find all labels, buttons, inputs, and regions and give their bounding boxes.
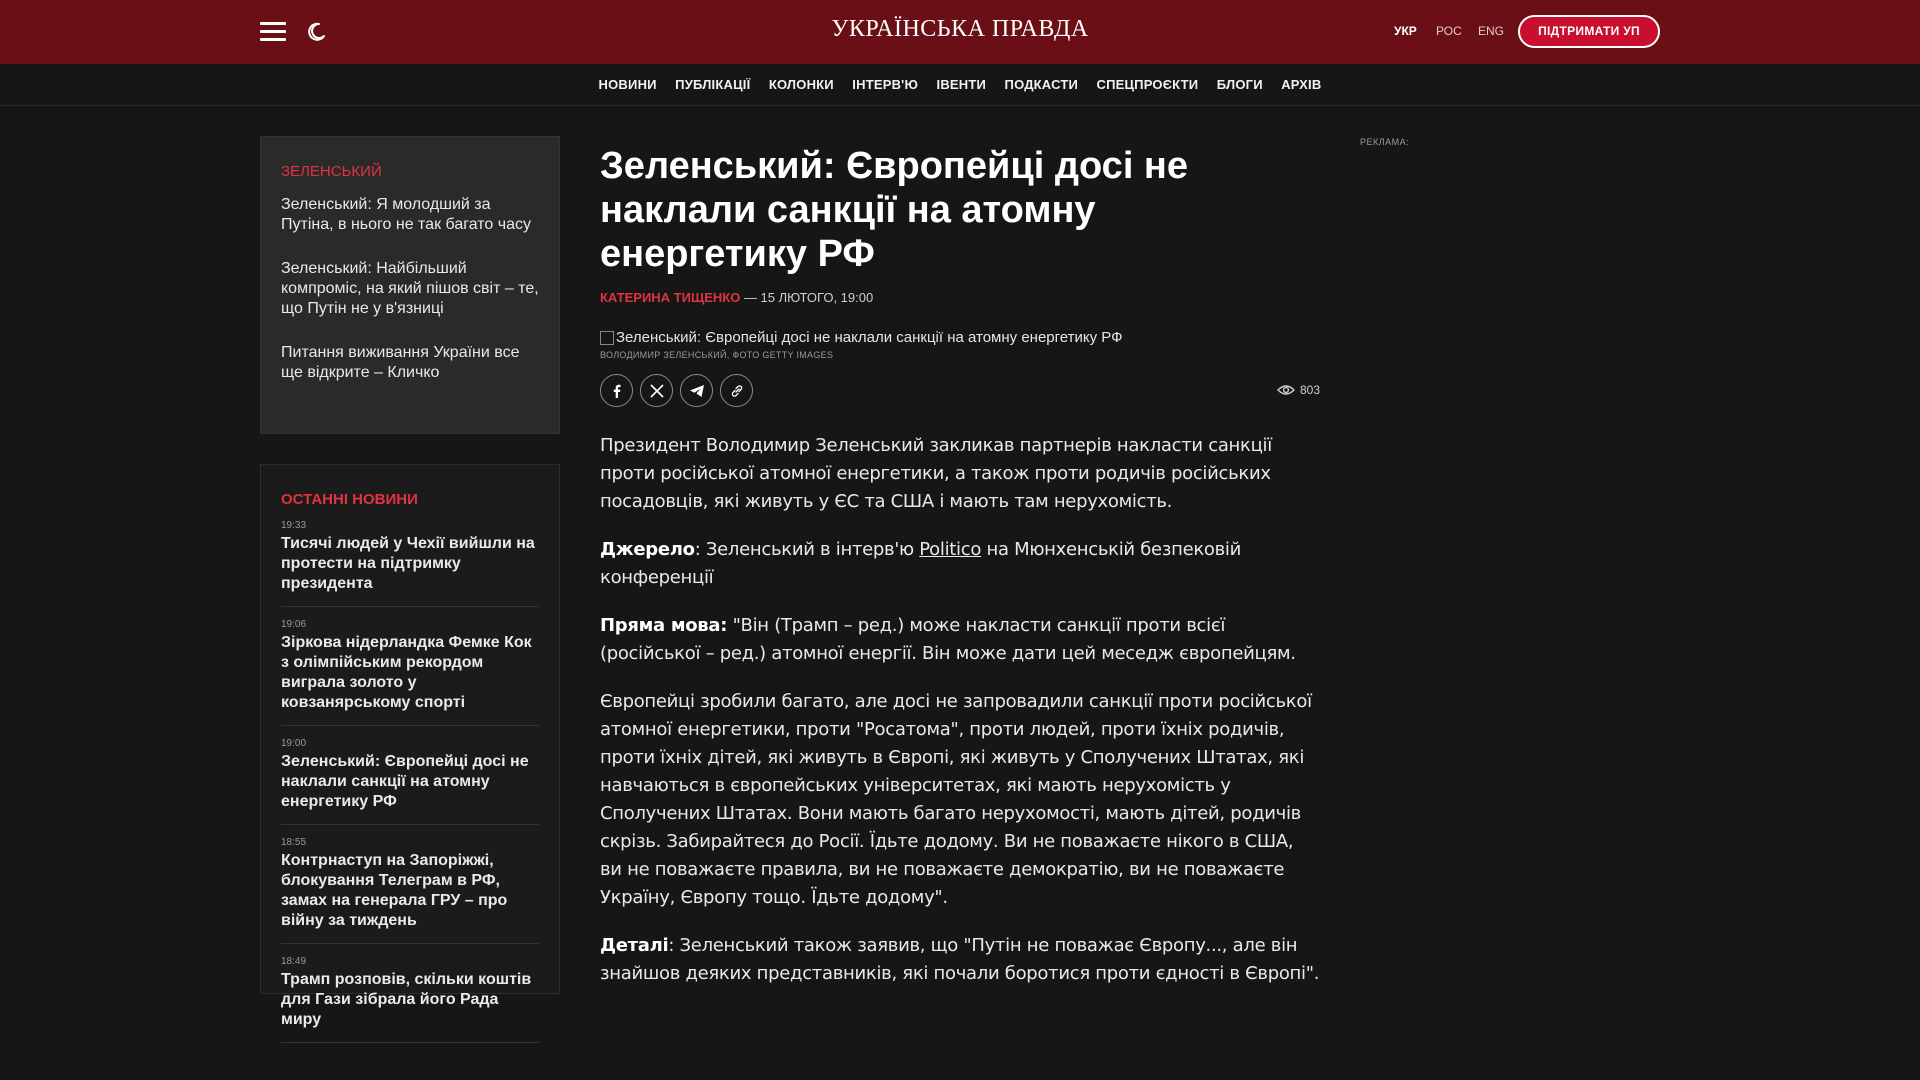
- related-label[interactable]: ЗЕЛЕНСЬКИЙ: [281, 163, 382, 180]
- nav-special-projects[interactable]: СПЕЦПРОЄКТИ: [1096, 77, 1199, 92]
- lang-ukr[interactable]: УКР: [1394, 24, 1417, 38]
- related-item[interactable]: Зеленський: Найбільший компроміс, на який пішов світ – те, що Путін не у в'язниці: [281, 260, 539, 317]
- lang-eng[interactable]: ENG: [1478, 24, 1505, 38]
- author-link[interactable]: КАТЕРИНА ТИЩЕНКО: [600, 290, 741, 305]
- paragraph-source: [600, 536, 1320, 592]
- related-item[interactable]: Зеленський: Я молодший за Путіна, в нього не так багато часу: [281, 196, 531, 233]
- quote-text: "Він (Трамп – ред.) може накласти санкції проти всієї (російської – ред.) атомної енергії. Він може дати цей меседж європейцям.: [600, 615, 1296, 664]
- news-title[interactable]: Зіркова нідерландка Фемке Кок з олімпійським рекордом виграла золото у ковзанярському спорті: [281, 634, 532, 711]
- politico-link[interactable]: Politico: [919, 539, 982, 560]
- ad-label: РЕКЛАМА:: [1360, 137, 1410, 147]
- link-icon: [730, 384, 744, 398]
- paragraph-details: [600, 932, 1320, 988]
- paragraph-lead: Президент Володимир Зеленський закликав партнерів накласти санкції проти російської атомної енергетики, а також проти родичів російських посадовців, які живуть у ЄС та США і мають там нерухомість.: [600, 435, 1272, 512]
- news-title[interactable]: Контрнаступ на Запоріжжі, блокування Телеграм в РФ, замах на генерала ГРУ – про війну за тиждень: [281, 852, 508, 929]
- news-time: 18:55: [281, 837, 307, 848]
- menu-icon[interactable]: [260, 22, 286, 42]
- nav-archive[interactable]: АРХІВ: [1281, 77, 1322, 92]
- paragraph-quote-continued: Європейці зробили багато, але досі не запровадили санкції проти російської атомної енергетики, проти "Росатома", проти людей, проти їхніх родичів, проти їхніх дітей, які живуть в Європі, які живуть у Сполучених Штатах, які навчаються в європейських університетах, які мають нерухомість у Сполучених Штатах. Вони мають багато нерухомості, мають дітей, родичів скрізь. Забирайтеся до Росії. Їдьте додому. Ви не поважаєте нікого в США, ви не поважаєте правила, ви не поважаєте демократію, ви не поважаєте Україну, Європу тощо. Їдьте додому".: [600, 691, 1312, 908]
- news-time: 19:06: [281, 619, 307, 630]
- broken-image-icon: [600, 331, 614, 345]
- views-counter: [1277, 383, 1320, 397]
- source-text: : Зеленський в інтерв'ю: [694, 539, 920, 560]
- source-label: Джерело: [600, 539, 695, 560]
- source-text-end: на Мюнхенській безпековій конференції: [600, 539, 1242, 588]
- publish-date: — 15 ЛЮТОГО, 19:00: [740, 290, 874, 305]
- image-caption: ВОЛОДИМИР ЗЕЛЕНСЬКИЙ, ФОТО GETTY IMAGES: [600, 350, 834, 360]
- share-bar: [600, 374, 1320, 408]
- nav-publications[interactable]: ПУБЛІКАЦІЇ: [675, 77, 751, 92]
- news-item[interactable]: [281, 956, 539, 1043]
- lang-ros[interactable]: РОС: [1436, 24, 1462, 38]
- article-image: [600, 329, 1320, 346]
- main-nav: [0, 64, 1920, 106]
- support-button[interactable]: ПІДТРИМАТИ УП: [1518, 15, 1660, 48]
- news-item[interactable]: [281, 738, 539, 825]
- copy-link-button[interactable]: [720, 374, 753, 407]
- related-box: [260, 136, 560, 434]
- latest-news-label: ОСТАННІ НОВИНИ: [281, 491, 418, 508]
- image-alt-text: Зеленський: Європейці досі не наклали санкції на атомну енергетику РФ: [616, 329, 1123, 346]
- paragraph-quote: [600, 612, 1320, 668]
- facebook-share-button[interactable]: [600, 374, 633, 407]
- nav-events[interactable]: ІВЕНТИ: [936, 77, 987, 92]
- news-time: 18:49: [281, 956, 307, 967]
- news-title[interactable]: Тисячі людей у Чехії вийшли на протести на підтримку президента: [281, 535, 535, 592]
- facebook-icon: [610, 384, 624, 398]
- nav-interviews[interactable]: ІНТЕРВ'Ю: [852, 77, 919, 92]
- details-label: Деталі: [600, 935, 669, 956]
- dark-mode-icon[interactable]: [304, 20, 328, 44]
- telegram-icon: [689, 384, 705, 398]
- x-icon: [650, 384, 664, 398]
- article-title: Зеленський: Європейці досі не наклали санкції на атомну енергетику РФ: [600, 145, 1189, 275]
- news-item[interactable]: [281, 520, 539, 607]
- details-text: : Зеленський також заявив, що "Путін не поважає Європу..., але він знайшов деяких представників, які почали боротися проти єдності в Європі".: [600, 935, 1320, 984]
- news-time: 19:33: [281, 520, 307, 531]
- related-item[interactable]: Питання виживання України все ще відкрите – Кличко: [281, 344, 520, 381]
- news-title[interactable]: Зеленський: Європейці досі не наклали санкції на атомну енергетику РФ: [281, 753, 529, 810]
- top-bar: [0, 0, 1920, 64]
- nav-podcasts[interactable]: ПОДКАСТИ: [1004, 77, 1079, 92]
- news-item[interactable]: [281, 619, 539, 726]
- news-title[interactable]: Трамп розповів, скільки коштів для Гази зібрала його Рада миру: [281, 971, 532, 1028]
- article-body: [600, 432, 1320, 988]
- nav-blogs[interactable]: БЛОГИ: [1216, 77, 1263, 92]
- nav-news[interactable]: НОВИНИ: [598, 77, 657, 92]
- nav-columns[interactable]: КОЛОНКИ: [768, 77, 834, 92]
- views-count: 803: [1299, 383, 1320, 397]
- article: [600, 144, 1320, 1008]
- telegram-share-button[interactable]: [680, 374, 713, 407]
- news-time: 19:00: [281, 738, 307, 749]
- x-share-button[interactable]: [640, 374, 673, 407]
- eye-icon: [1277, 384, 1295, 396]
- byline: [600, 290, 1320, 305]
- latest-news-box: [260, 464, 560, 1028]
- quote-label: Пряма мова:: [600, 615, 728, 636]
- site-logo[interactable]: УКРАЇНСЬКА ПРАВДА: [831, 16, 1089, 42]
- news-item[interactable]: [281, 837, 539, 944]
